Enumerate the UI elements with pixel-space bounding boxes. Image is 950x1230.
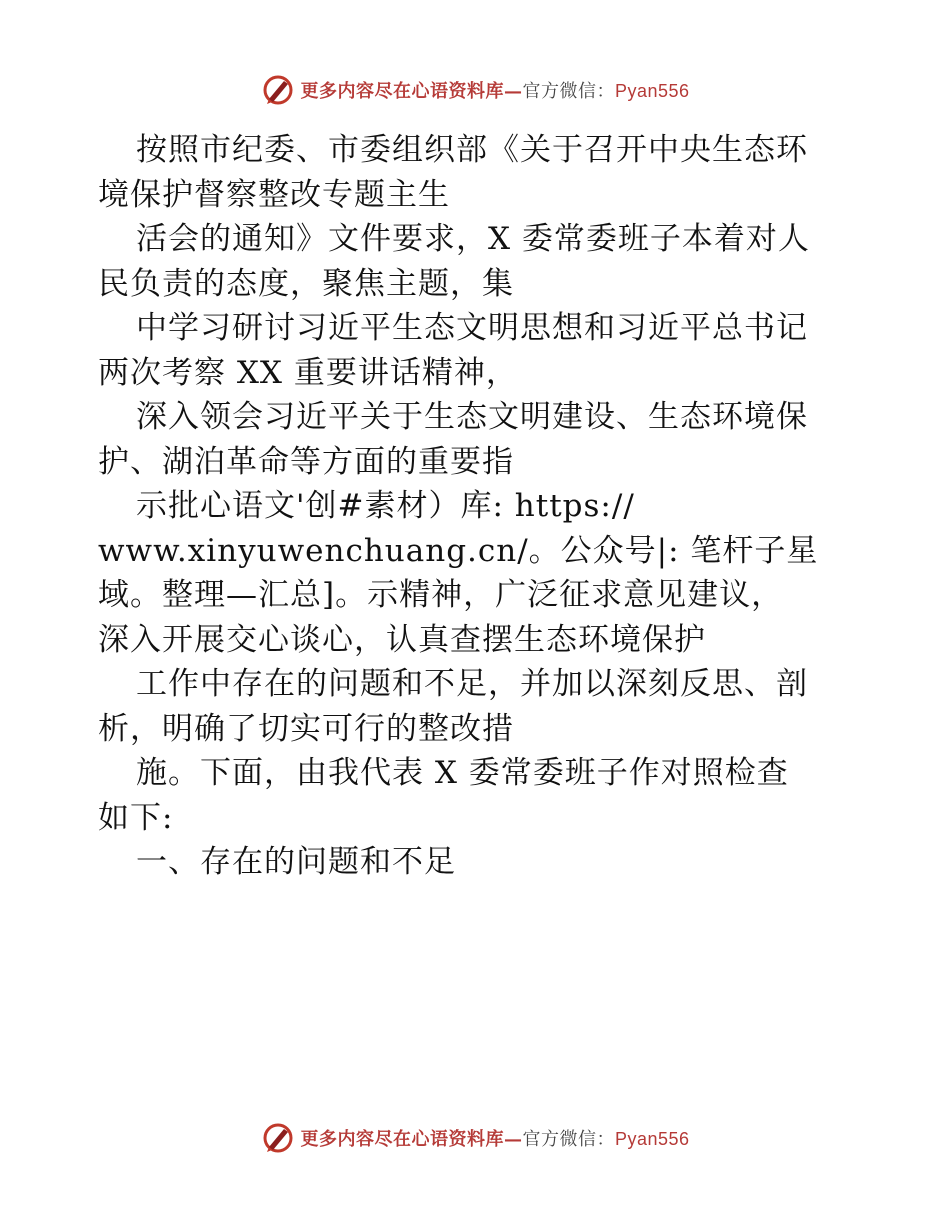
watermark-main: 更多内容尽在心语资料库 — [300, 1129, 504, 1150]
watermark-dash: — — [503, 81, 523, 102]
text-line: www.xinyuwenchuang.cn/。公众号|: 笔杆子星 — [98, 532, 819, 569]
text-line: 施。下面，由我代表 X 委常委班子作对照检查 — [136, 755, 789, 791]
text-line: 中学习研讨习近平生态文明思想和习近平总书记 — [136, 310, 808, 346]
text-line: 如下: — [98, 799, 174, 836]
watermark-wechat-id: Pyan556 — [614, 1129, 690, 1149]
watermark-footer — [0, 1118, 950, 1158]
text-line: 按照市纪委、市委组织部《关于召开中央生态环 — [136, 132, 808, 168]
pen-logo-icon — [260, 1120, 296, 1156]
pen-logo-icon — [260, 72, 296, 108]
watermark-dash: — — [503, 1129, 523, 1150]
text-line: 工作中存在的问题和不足，并加以深刻反思、剖 — [136, 666, 808, 702]
document-body — [98, 128, 858, 885]
text-line: 护、湖泊革命等方面的重要指 — [98, 443, 514, 480]
text-line: 析，明确了切实可行的整改措 — [98, 710, 514, 747]
watermark-header — [0, 70, 950, 110]
text-line: 深入开展交心谈心，认真查摆生态环境保护 — [98, 621, 706, 658]
text-line: 活会的通知》文件要求，X 委常委班子本着对人 — [136, 221, 810, 257]
text-line: 一、存在的问题和不足 — [136, 844, 456, 880]
text-line: 域。整理—汇总]。示精神，广泛征求意见建议， — [98, 577, 784, 613]
text-line: 示批心语文'创#素材）库: https:// — [136, 488, 635, 524]
watermark-wechat-label: 官方微信： — [522, 81, 615, 102]
text-line: 民负责的态度，聚焦主题，集 — [98, 265, 514, 302]
text-line: 深入领会习近平关于生态文明建设、生态环境保 — [136, 399, 808, 435]
watermark-main: 更多内容尽在心语资料库 — [300, 81, 504, 102]
text-line: 境保护督察整改专题主生 — [98, 176, 450, 213]
watermark-wechat-label: 官方微信： — [522, 1129, 615, 1150]
watermark-text — [300, 77, 689, 103]
watermark-text — [300, 1125, 689, 1151]
text-line: 两次考察 XX 重要讲话精神， — [98, 354, 518, 391]
watermark-wechat-id: Pyan556 — [614, 81, 690, 101]
